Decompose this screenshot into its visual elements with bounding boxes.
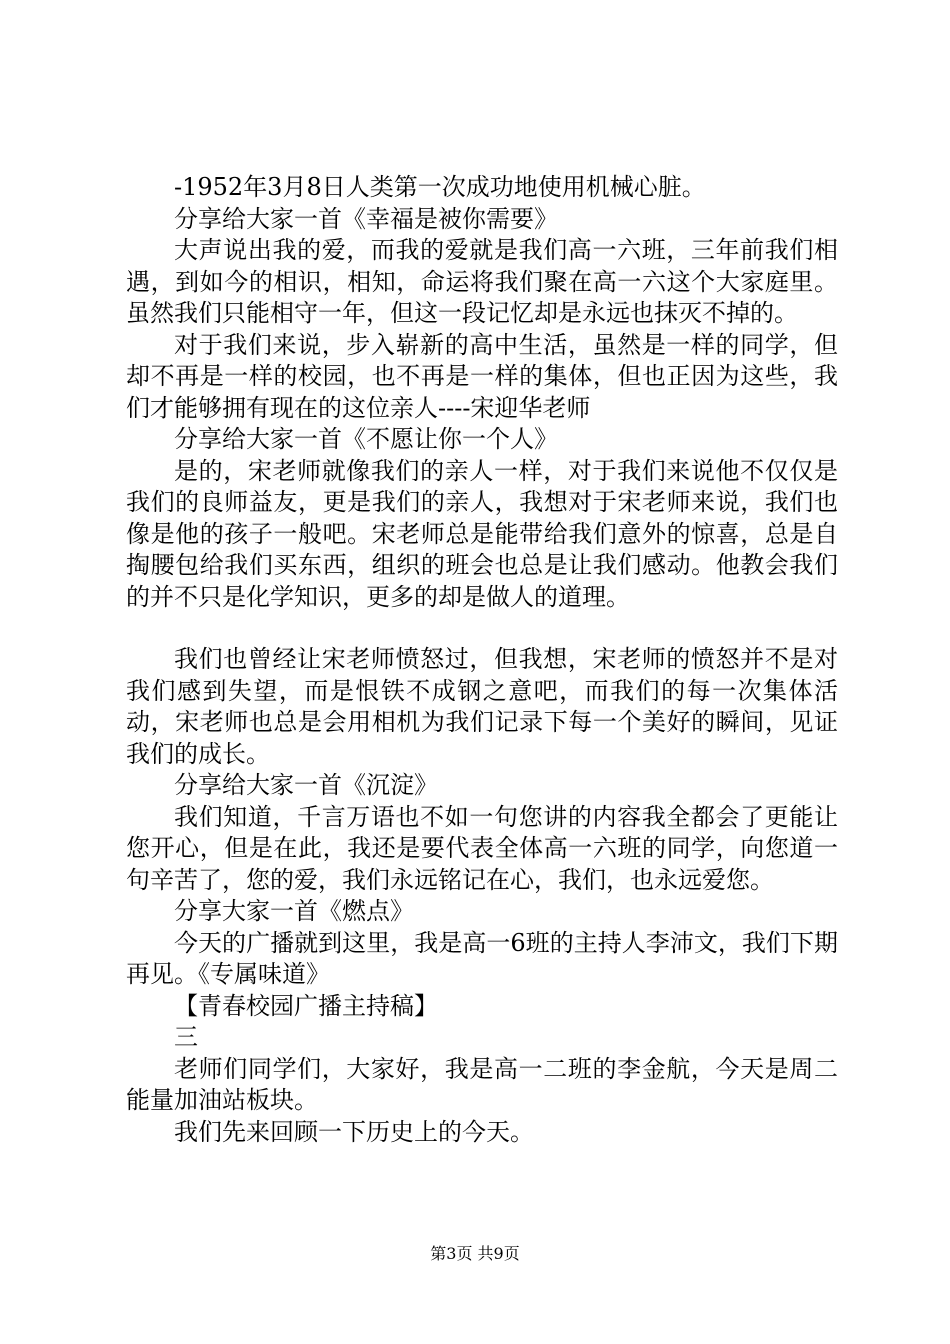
paragraph-song-intro-2: 分享给大家一首《不愿让你一个人》	[174, 425, 558, 453]
section-heading: 【青春校园广播主持稿】	[174, 991, 438, 1020]
paragraph-greeting: 老师们同学们，大家好，我是高一二班的李金航，今天是周二能量加油站板块。	[126, 1054, 838, 1114]
paragraph-class-love: 大声说出我的爱，而我的爱就是我们高一六班，三年前我们相遇，到如今的相识，相知，命运将我们聚在高一六这个大家庭里。虽然我们只能相守一年，但这一段记忆却是永远也抹灭不掉的。	[126, 236, 838, 327]
section-number: 三	[174, 1023, 198, 1051]
paragraph-song-intro-3: 分享给大家一首《沉淀》	[174, 771, 438, 799]
paragraph-song-intro-1: 分享给大家一首《幸福是被你需要》	[174, 204, 558, 233]
paragraph-closing: 今天的广播就到这里，我是高一6班的主持人李沛文，我们下期再见。《专属味道》	[126, 928, 838, 988]
paragraph-teacher-anger: 我们也曾经让宋老师愤怒过，但我想，宋老师的愤怒并不是对我们感到失望，而是恨铁不成钢之意吧，而我们的每一次集体活动，宋老师也总是会用相机为我们记录下每一个美好的瞬间，见证我们的成长。	[126, 645, 838, 768]
paragraph-thanks: 我们知道，千言万语也不如一句您讲的内容我全都会了更能让您开心，但是在此，我还是要代表全体高一六班的同学，向您道一句辛苦了，您的爱，我们永远铭记在心，我们，也永远爱您。	[126, 802, 838, 894]
document-body	[126, 172, 838, 1148]
paragraph-new-life: 对于我们来说，步入崭新的高中生活，虽然是一样的同学，但却不再是一样的校园，也不再是一样的集体，但也正因为这些，我们才能够拥有现在的这位亲人----宋迎华老师	[126, 330, 838, 422]
paragraph-teacher-family: 是的，宋老师就像我们的亲人一样，对于我们来说他不仅仅是我们的良师益友，更是我们的亲人，我想对于宋老师来说，我们也像是他的孩子一般吧。宋老师总是能带给我们意外的惊喜，总是自掏腰包给我们买东西，组织的班会也总是让我们感动。他教会我们的并不只是化学知识，更多的却是做人的道理。	[126, 456, 838, 611]
paragraph-song-intro-4: 分享大家一首《燃点》	[174, 897, 414, 925]
paragraph-history-intro: 我们先来回顾一下历史上的今天。	[174, 1117, 534, 1146]
paragraph-history-note: -1952年3月8日人类第一次成功地使用机械心脏。	[174, 173, 706, 201]
page-footer: 第3页 共9页	[430, 1244, 520, 1263]
